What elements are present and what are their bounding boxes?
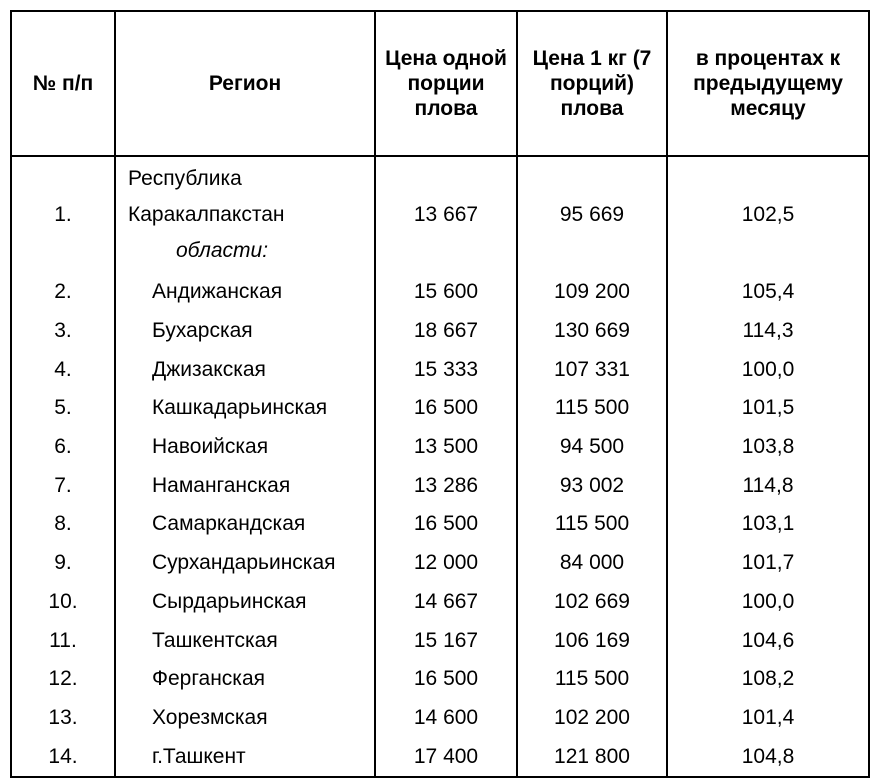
row-price-portion: 13 667	[375, 156, 517, 273]
plov-price-table	[10, 10, 870, 778]
row-price-portion: 13 500	[375, 428, 517, 467]
table-row	[11, 583, 869, 622]
row-percent: 100,0	[667, 583, 869, 622]
row-region: Джизакская	[115, 350, 375, 389]
row-price-kg: 107 331	[517, 350, 667, 389]
row-price-kg: 102 669	[517, 583, 667, 622]
header-num: № п/п	[11, 11, 115, 156]
row-percent: 100,0	[667, 350, 869, 389]
row-percent: 114,3	[667, 312, 869, 351]
row-percent: 104,8	[667, 737, 869, 777]
row-num: 5.	[11, 389, 115, 428]
row-price-kg: 94 500	[517, 428, 667, 467]
row-num: 8.	[11, 505, 115, 544]
row-num: 14.	[11, 737, 115, 777]
row-percent: 101,4	[667, 699, 869, 738]
row-region: Навоийская	[115, 428, 375, 467]
row-num: 11.	[11, 621, 115, 660]
table-row	[11, 505, 869, 544]
row-price-portion: 15 600	[375, 273, 517, 312]
row-num: 6.	[11, 428, 115, 467]
table-row	[11, 621, 869, 660]
table-row	[11, 466, 869, 505]
row-num: 10.	[11, 583, 115, 622]
header-percent: в процентах к предыдущему месяцу	[667, 11, 869, 156]
table-row	[11, 350, 869, 389]
row-price-kg: 109 200	[517, 273, 667, 312]
row-region: Ташкентская	[115, 621, 375, 660]
row-price-kg: 115 500	[517, 505, 667, 544]
row-price-kg: 95 669	[517, 156, 667, 273]
row-price-kg: 84 000	[517, 544, 667, 583]
row-num: 3.	[11, 312, 115, 351]
row-price-kg: 115 500	[517, 660, 667, 699]
row-num: 2.	[11, 273, 115, 312]
header-price-portion: Цена одной порции плова	[375, 11, 517, 156]
row-region: Хорезмская	[115, 699, 375, 738]
row-region: Сурхандарьинская	[115, 544, 375, 583]
row-percent: 114,8	[667, 466, 869, 505]
table-row	[11, 389, 869, 428]
row-percent: 105,4	[667, 273, 869, 312]
row-price-kg: 130 669	[517, 312, 667, 351]
row-price-portion: 16 500	[375, 505, 517, 544]
row-price-portion: 18 667	[375, 312, 517, 351]
subheading-oblasti: области:	[176, 239, 269, 262]
row-region: Кашкадарьинская	[115, 389, 375, 428]
row-price-kg: 106 169	[517, 621, 667, 660]
row-region: Самаркандская	[115, 505, 375, 544]
row-price-kg: 121 800	[517, 737, 667, 777]
table-row	[11, 737, 869, 777]
row-price-portion: 16 500	[375, 660, 517, 699]
table-row	[11, 156, 869, 273]
row-num: 1.	[11, 156, 115, 273]
row-percent: 104,6	[667, 621, 869, 660]
row-region: г.Ташкент	[115, 737, 375, 777]
table-header-row	[11, 11, 869, 156]
row-percent: 101,5	[667, 389, 869, 428]
row-price-portion: 15 167	[375, 621, 517, 660]
row-region: Ферганская	[115, 660, 375, 699]
header-region: Регион	[115, 11, 375, 156]
row-percent: 103,1	[667, 505, 869, 544]
row-price-kg: 93 002	[517, 466, 667, 505]
row-price-portion: 14 667	[375, 583, 517, 622]
row-price-portion: 14 600	[375, 699, 517, 738]
row-price-kg: 102 200	[517, 699, 667, 738]
header-price-kg: Цена 1 кг (7 порций) плова	[517, 11, 667, 156]
table-row	[11, 660, 869, 699]
table-row	[11, 273, 869, 312]
row-region	[115, 156, 375, 273]
row-num: 9.	[11, 544, 115, 583]
row-num: 12.	[11, 660, 115, 699]
row-price-kg: 115 500	[517, 389, 667, 428]
row-percent: 101,7	[667, 544, 869, 583]
row-region: Сырдарьинская	[115, 583, 375, 622]
row-price-portion: 15 333	[375, 350, 517, 389]
region-line-1: Республика	[128, 167, 242, 190]
region-line-2: Каракалпакстан	[128, 203, 285, 226]
row-region: Наманганская	[115, 466, 375, 505]
table-row	[11, 428, 869, 467]
row-percent: 108,2	[667, 660, 869, 699]
row-region: Андижанская	[115, 273, 375, 312]
table-row	[11, 544, 869, 583]
row-num: 13.	[11, 699, 115, 738]
row-price-portion: 12 000	[375, 544, 517, 583]
row-num: 7.	[11, 466, 115, 505]
row-price-portion: 16 500	[375, 389, 517, 428]
table-row	[11, 312, 869, 351]
row-percent: 103,8	[667, 428, 869, 467]
row-percent: 102,5	[667, 156, 869, 273]
row-price-portion: 13 286	[375, 466, 517, 505]
row-price-portion: 17 400	[375, 737, 517, 777]
row-region: Бухарская	[115, 312, 375, 351]
table-row	[11, 699, 869, 738]
row-num: 4.	[11, 350, 115, 389]
